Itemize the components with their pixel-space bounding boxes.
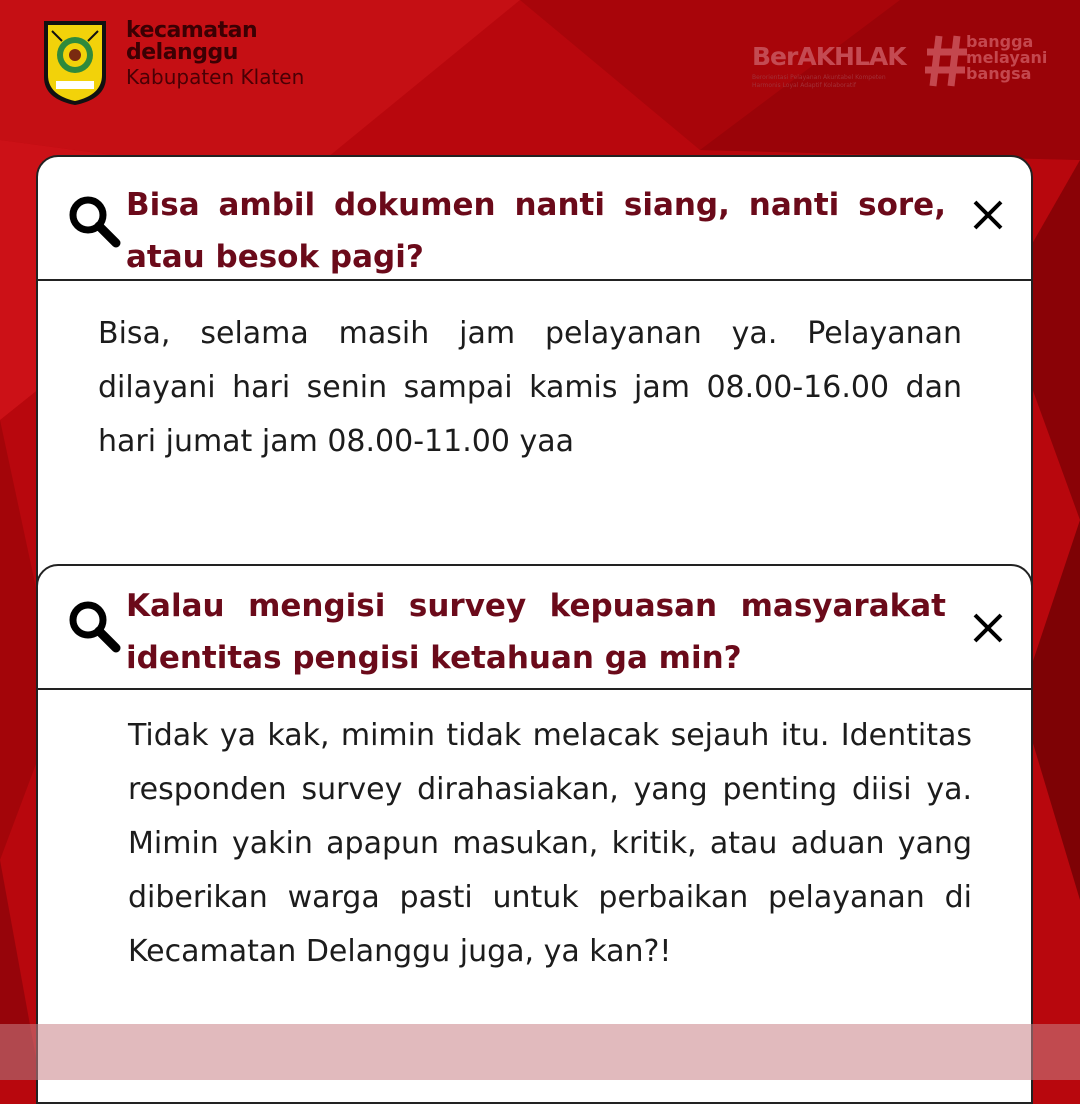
bangga-line2: melayani [966, 48, 1048, 67]
faq-question-bar [38, 157, 1031, 281]
org-name-line1: kecamatan [126, 18, 258, 43]
kabupaten-klaten-emblem-icon [40, 17, 110, 107]
org-name-line2: delanggu [126, 40, 238, 65]
search-icon [66, 598, 122, 654]
header [0, 0, 1080, 150]
close-icon[interactable] [968, 195, 1008, 235]
bottom-fade-overlay [0, 1024, 1080, 1080]
hashtag-icon [925, 34, 969, 88]
berakhlak-tagline-line1: Berorientasi Pelayanan Akuntabel Kompeten [752, 74, 886, 81]
close-icon[interactable] [968, 608, 1008, 648]
bangga-melayani-bangsa [966, 34, 1047, 82]
bangga-line3: bangsa [966, 64, 1032, 83]
faq-question: Kalau mengisi survey kepuasan masyarakat identitas pengisi ketahuan ga min? [126, 588, 946, 676]
berakhlak-branding [752, 30, 1062, 110]
search-icon [66, 193, 122, 249]
berakhlak-logo: BerAKHLAK [752, 42, 906, 71]
org-region: Kabupaten Klaten [126, 65, 305, 89]
bangga-line1: bangga [966, 32, 1034, 51]
faq-answer: Bisa, selama masih jam pelayanan ya. Pelayanan dilayani hari senin sampai kamis jam 08.00-16.00 dan hari jumat jam 08.00-11.00 yaa [98, 316, 962, 459]
faq-card-1 [36, 155, 1033, 595]
faq-card-2 [36, 564, 1033, 1104]
faq-question-bar [38, 566, 1031, 690]
organization-name [126, 20, 304, 87]
faq-question: Bisa ambil dokumen nanti siang, nanti sore, atau besok pagi? [126, 187, 946, 275]
faq-answer: Tidak ya kak, mimin tidak melacak sejauh itu. Identitas responden survey dirahasiakan, yang penting diisi ya. Mimin yakin apapun masukan, kritik, atau aduan yang diberikan warga pasti untuk perbaikan pelayanan di Kecamatan Delanggu juga, ya kan?! [128, 718, 972, 969]
berakhlak-tagline [752, 74, 922, 90]
berakhlak-tagline-line2: Harmonis Loyal Adaptif Kolaboratif [752, 82, 857, 89]
